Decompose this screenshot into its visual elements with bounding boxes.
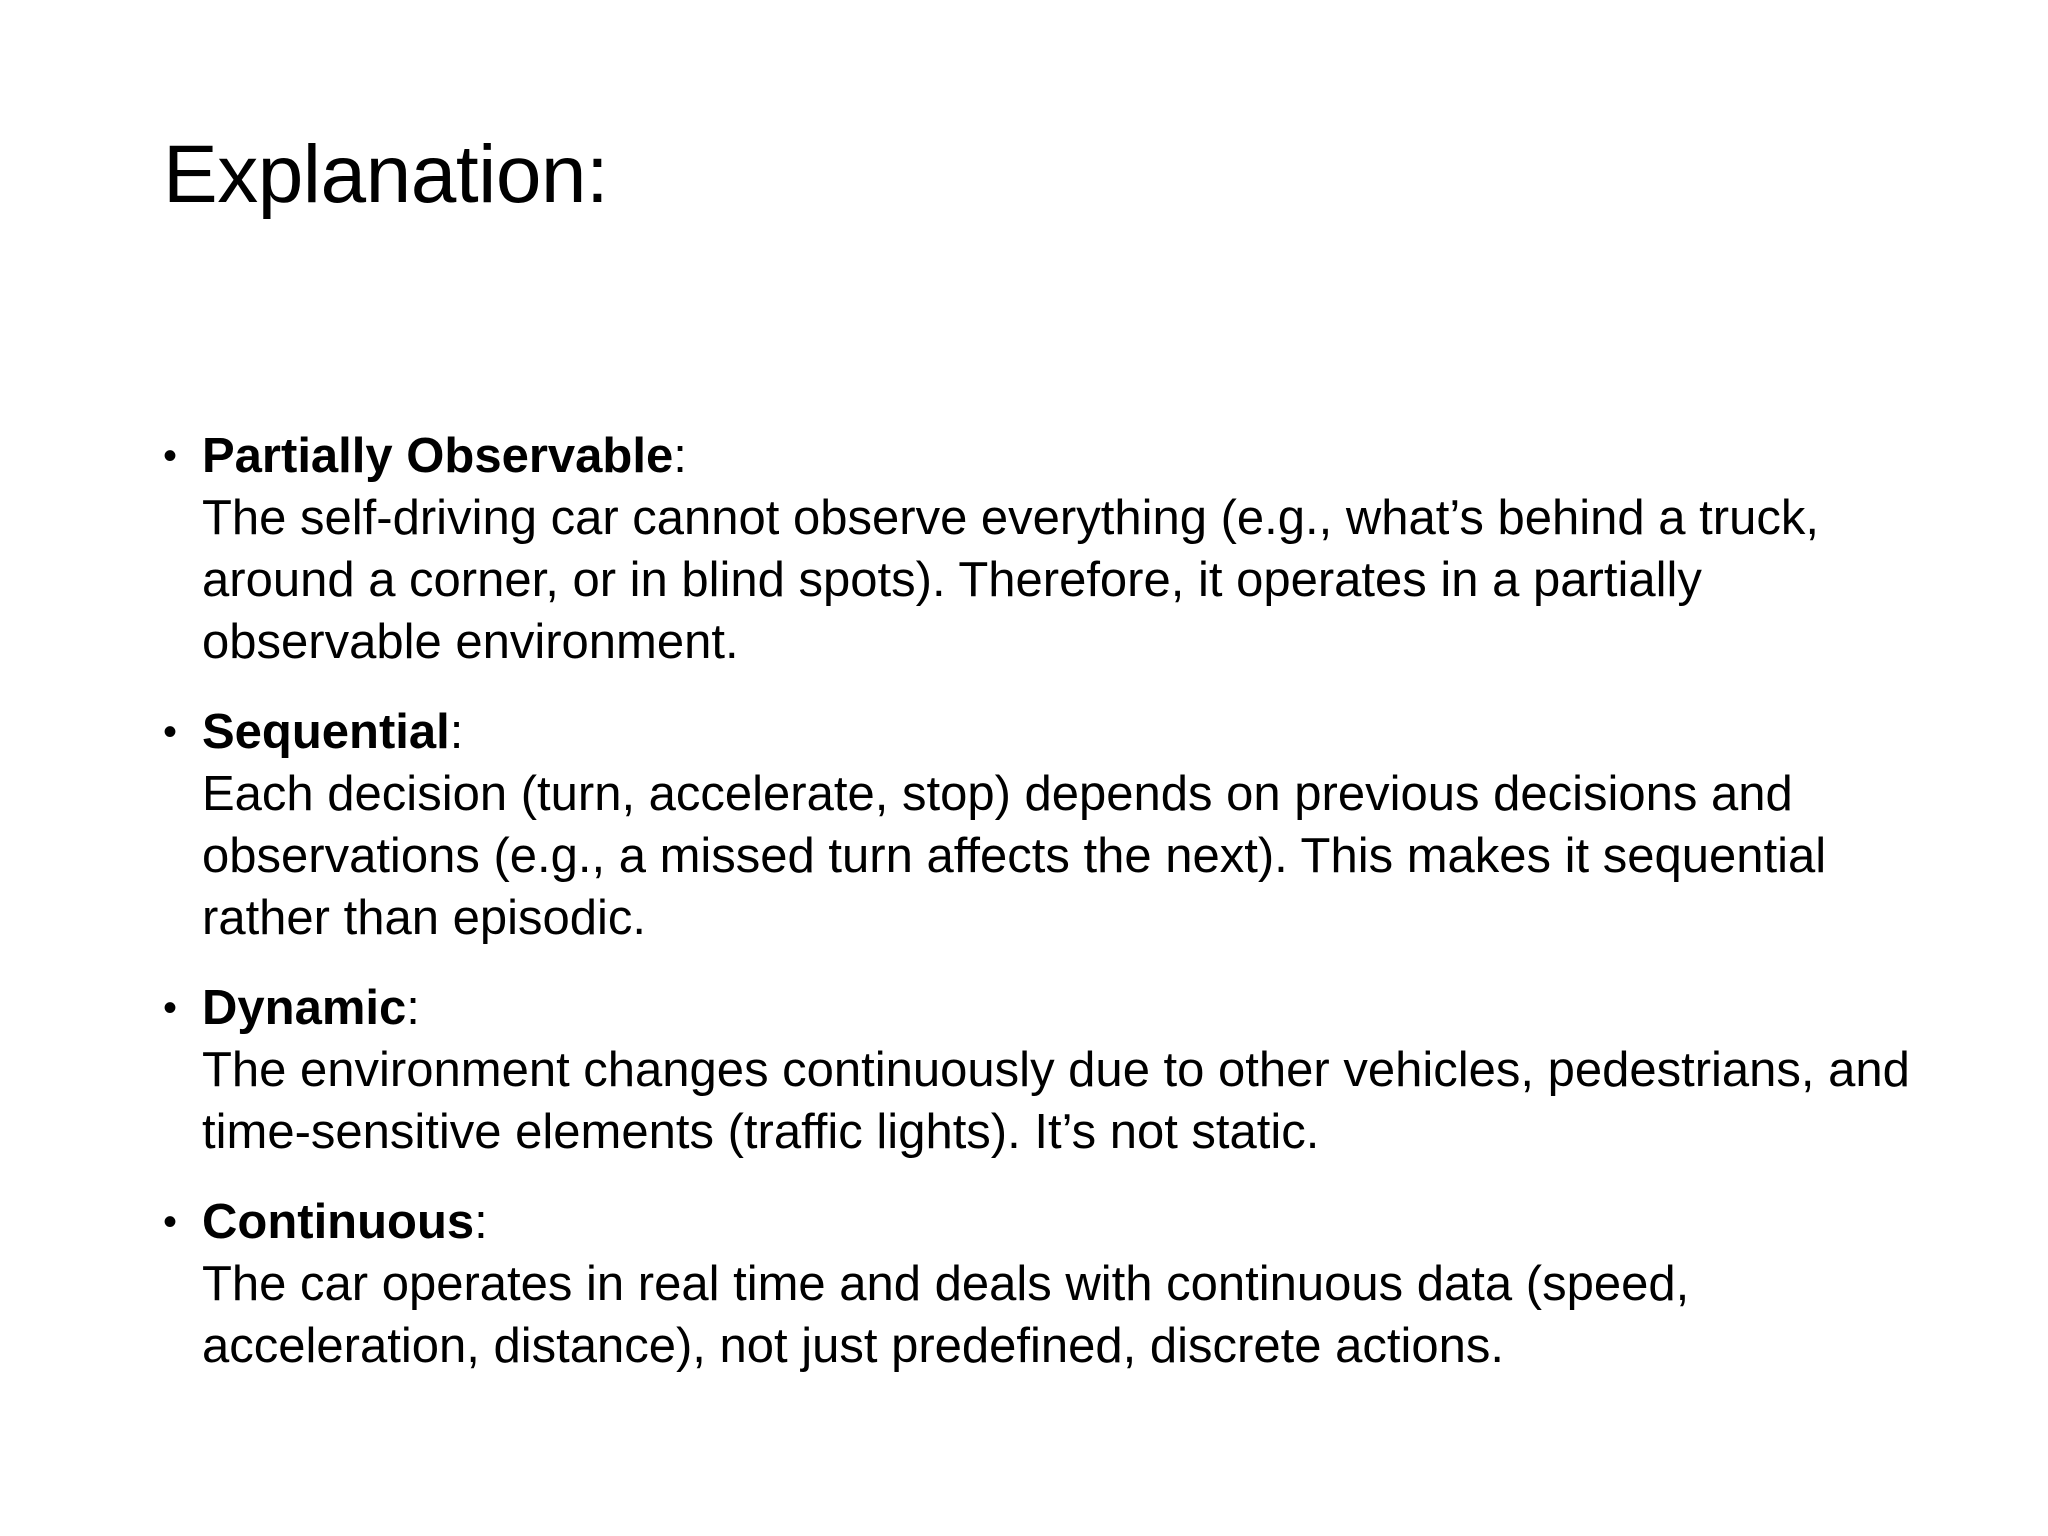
bullet-dot-icon: • [163,986,178,1030]
term-colon: : [406,981,420,1035]
bullet-term: Dynamic [202,981,407,1035]
bullet-description: The environment changes continuously due to other vehicles, pedestrians, and time-sensitive elements (traffic lights). It’s not static. [202,1043,1910,1159]
bullet-dot-icon: • [163,434,178,478]
term-colon: : [474,1195,488,1249]
slide-title: Explanation: [163,129,609,220]
bullet-item-continuous [163,1191,1943,1377]
bullet-term: Partially Observable [202,429,674,483]
bullet-description: The car operates in real time and deals with continuous data (speed, acceleration, distance), not just predefined, discrete actions. [202,1257,1690,1373]
bullet-dot-icon: • [163,1200,178,1244]
bullet-item-partially-observable [163,425,1943,673]
bullet-description: The self-driving car cannot observe everything (e.g., what’s behind a truck, around a corner, or in blind spots). Therefore, it operates in a partially observable environment. [202,491,1819,669]
bullet-term: Sequential [202,705,450,759]
term-colon: : [449,705,464,759]
bullet-list [163,425,1943,1405]
bullet-term: Continuous [202,1195,475,1249]
bullet-dot-icon: • [163,710,178,754]
bullet-item-sequential [163,701,1943,949]
term-colon: : [673,429,687,483]
bullet-description: Each decision (turn, accelerate, stop) depends on previous decisions and observations (e.g., a missed turn affects the next). This makes it sequential rather than episodic. [202,767,1827,945]
bullet-item-dynamic [163,977,1943,1163]
